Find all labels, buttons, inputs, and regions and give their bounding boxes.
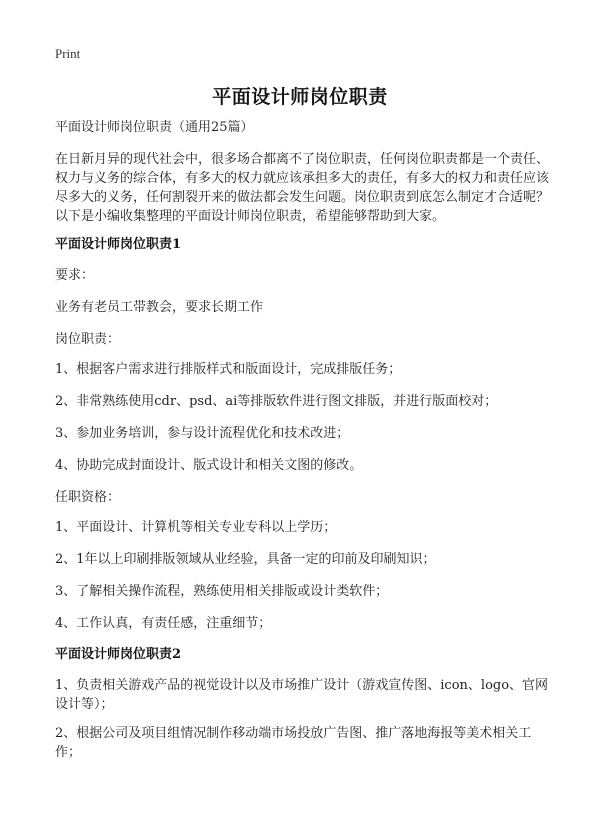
duty-item: 3、参加业务培训，参与设计流程优化和技术改进； — [55, 426, 350, 441]
section2-item: 2、根据公司及项目组情况制作移动端市场投放广告图、推广落地海报等美术相关工作； — [55, 726, 532, 760]
document-subtitle: 平面设计师岗位职责（通用25篇） — [55, 120, 254, 135]
qualification-item: 2、1年以上印刷排版领域从业经验，具备一定的印前及印刷知识； — [55, 552, 436, 567]
section-heading-1: 平面设计师岗位职责1 — [55, 237, 182, 252]
qualification-item: 1、平面设计、计算机等相关专业专科以上学历； — [55, 520, 337, 535]
duty-item: 2、非常熟练使用cdr、psd、ai等排版软件进行图文排版，并进行版面校对； — [55, 394, 498, 409]
duty-item: 4、协助完成封面设计、版式设计和相关文图的修改。 — [55, 458, 363, 473]
requirements-label: 要求： — [55, 268, 95, 283]
print-label: Print — [55, 46, 81, 61]
qualification-item: 3、了解相关操作流程，熟练使用相关排版或设计类软件； — [55, 584, 389, 599]
qualification-item: 4、工作认真，有责任感，注重细节； — [55, 616, 272, 631]
qualifications-label: 任职资格： — [55, 490, 121, 505]
section-heading-2: 平面设计师岗位职责2 — [55, 647, 182, 662]
document-title: 平面设计师岗位职责 — [212, 86, 388, 108]
section2-item: 1、负责相关游戏产品的视觉设计以及市场推广设计（游戏宣传图、icon、logo、官网设计等）； — [55, 678, 549, 712]
intro-paragraph: 在日新月异的现代社会中，很多场合都离不了岗位职责，任何岗位职责都是一个责任、权力与义务的综合体，有多大的权力就应该承担多大的责任，有多大的权力和责任应该尽多大的义务，任何割裂开来的做法都会发生问题。岗位职责到底怎么制定才合适呢？以下是小编收集整理的平面设计师岗位职责，希望能够帮助到大家。 — [55, 152, 550, 224]
duties-label: 岗位职责： — [55, 332, 121, 347]
requirements-text: 业务有老员工带教会，要求长期工作 — [55, 300, 264, 315]
duty-item: 1、根据客户需求进行排版样式和版面设计，完成排版任务； — [55, 362, 402, 377]
